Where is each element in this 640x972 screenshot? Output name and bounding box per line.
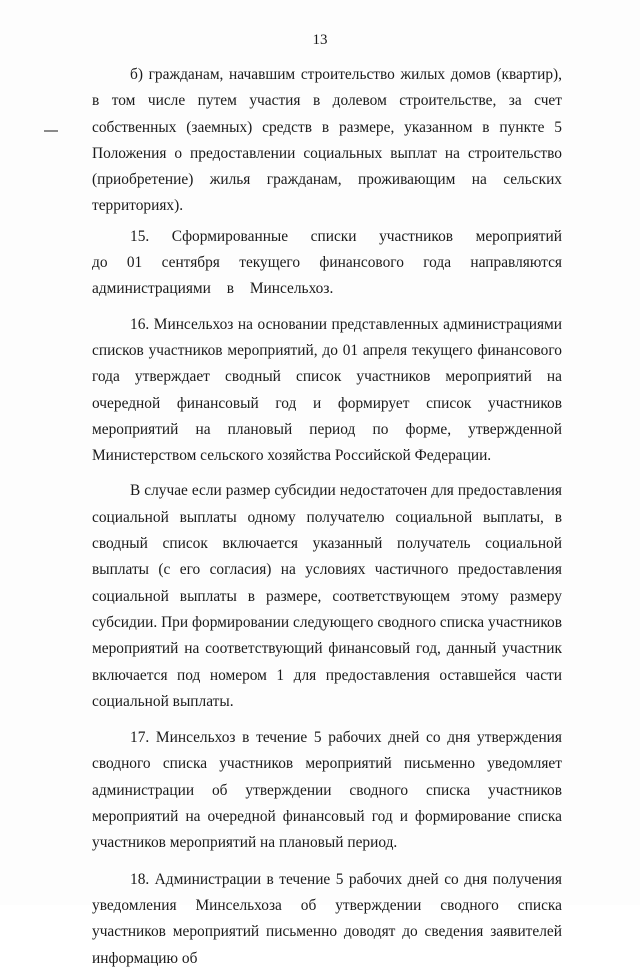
- paragraph-15: 15. Сформированные списки участников мероприятий до 01 сентября текущего финансового года направляются администрациями в Минсельхоз.: [92, 227, 562, 298]
- page-number: 13: [312, 32, 328, 48]
- paragraph-b: б) гражданам, начавшим строительство жилых домов (квартир), в том числе путем участия в долевом строительстве, за счет собственных (заемных) средств в размере, указанном в пункте 5 Положения о предоставлении социальных выплат на строительство (приобретение) жилья гражданам, проживающим на сельских территориях).: [92, 66, 562, 215]
- paragraph-16-continuation: В случае если размер субсидии недостаточен для предоставления социальной выплаты одному получателю социальной выплаты, в сводный список включается указанный получатель социальной выплаты (с его согласия) на условиях частичного предоставления социальной выплаты в размере, соответствующем этому размеру субсидии. При формировании следующего сводного списка участников мероприятий на соответствующий финансовый год, данный участник включается под номером 1 для предоставления оставшейся части социальной выплаты.: [92, 482, 562, 710]
- paragraph-16: 16. Минсельхоз на основании представленных администрациями списков участников мероприятий, до 01 апреля текущего финансового года утверждает сводный список участников мероприятий на очередной финансовый год и формирует список участников мероприятий на плановый период по форме, утвержденной Министерством сельского хозяйства Российской Федерации.: [92, 315, 562, 465]
- paragraph-17: 17. Минсельхоз в течение 5 рабочих дней со дня утверждения сводного списка участников мероприятий письменно уведомляет администрации об утверждении сводного списка участников мероприятий на очередной финансовый год и формирование списка участников мероприятий на плановый период.: [92, 729, 562, 852]
- paragraph-18: 18. Администрации в течение 5 рабочих дней со дня получения уведомления Минсельхоза об утверждении сводного списка участников мероприятий письменно доводят до сведения заявителей информацию об: [92, 870, 562, 967]
- margin-mark: [44, 130, 58, 132]
- page-body: [92, 62, 562, 972]
